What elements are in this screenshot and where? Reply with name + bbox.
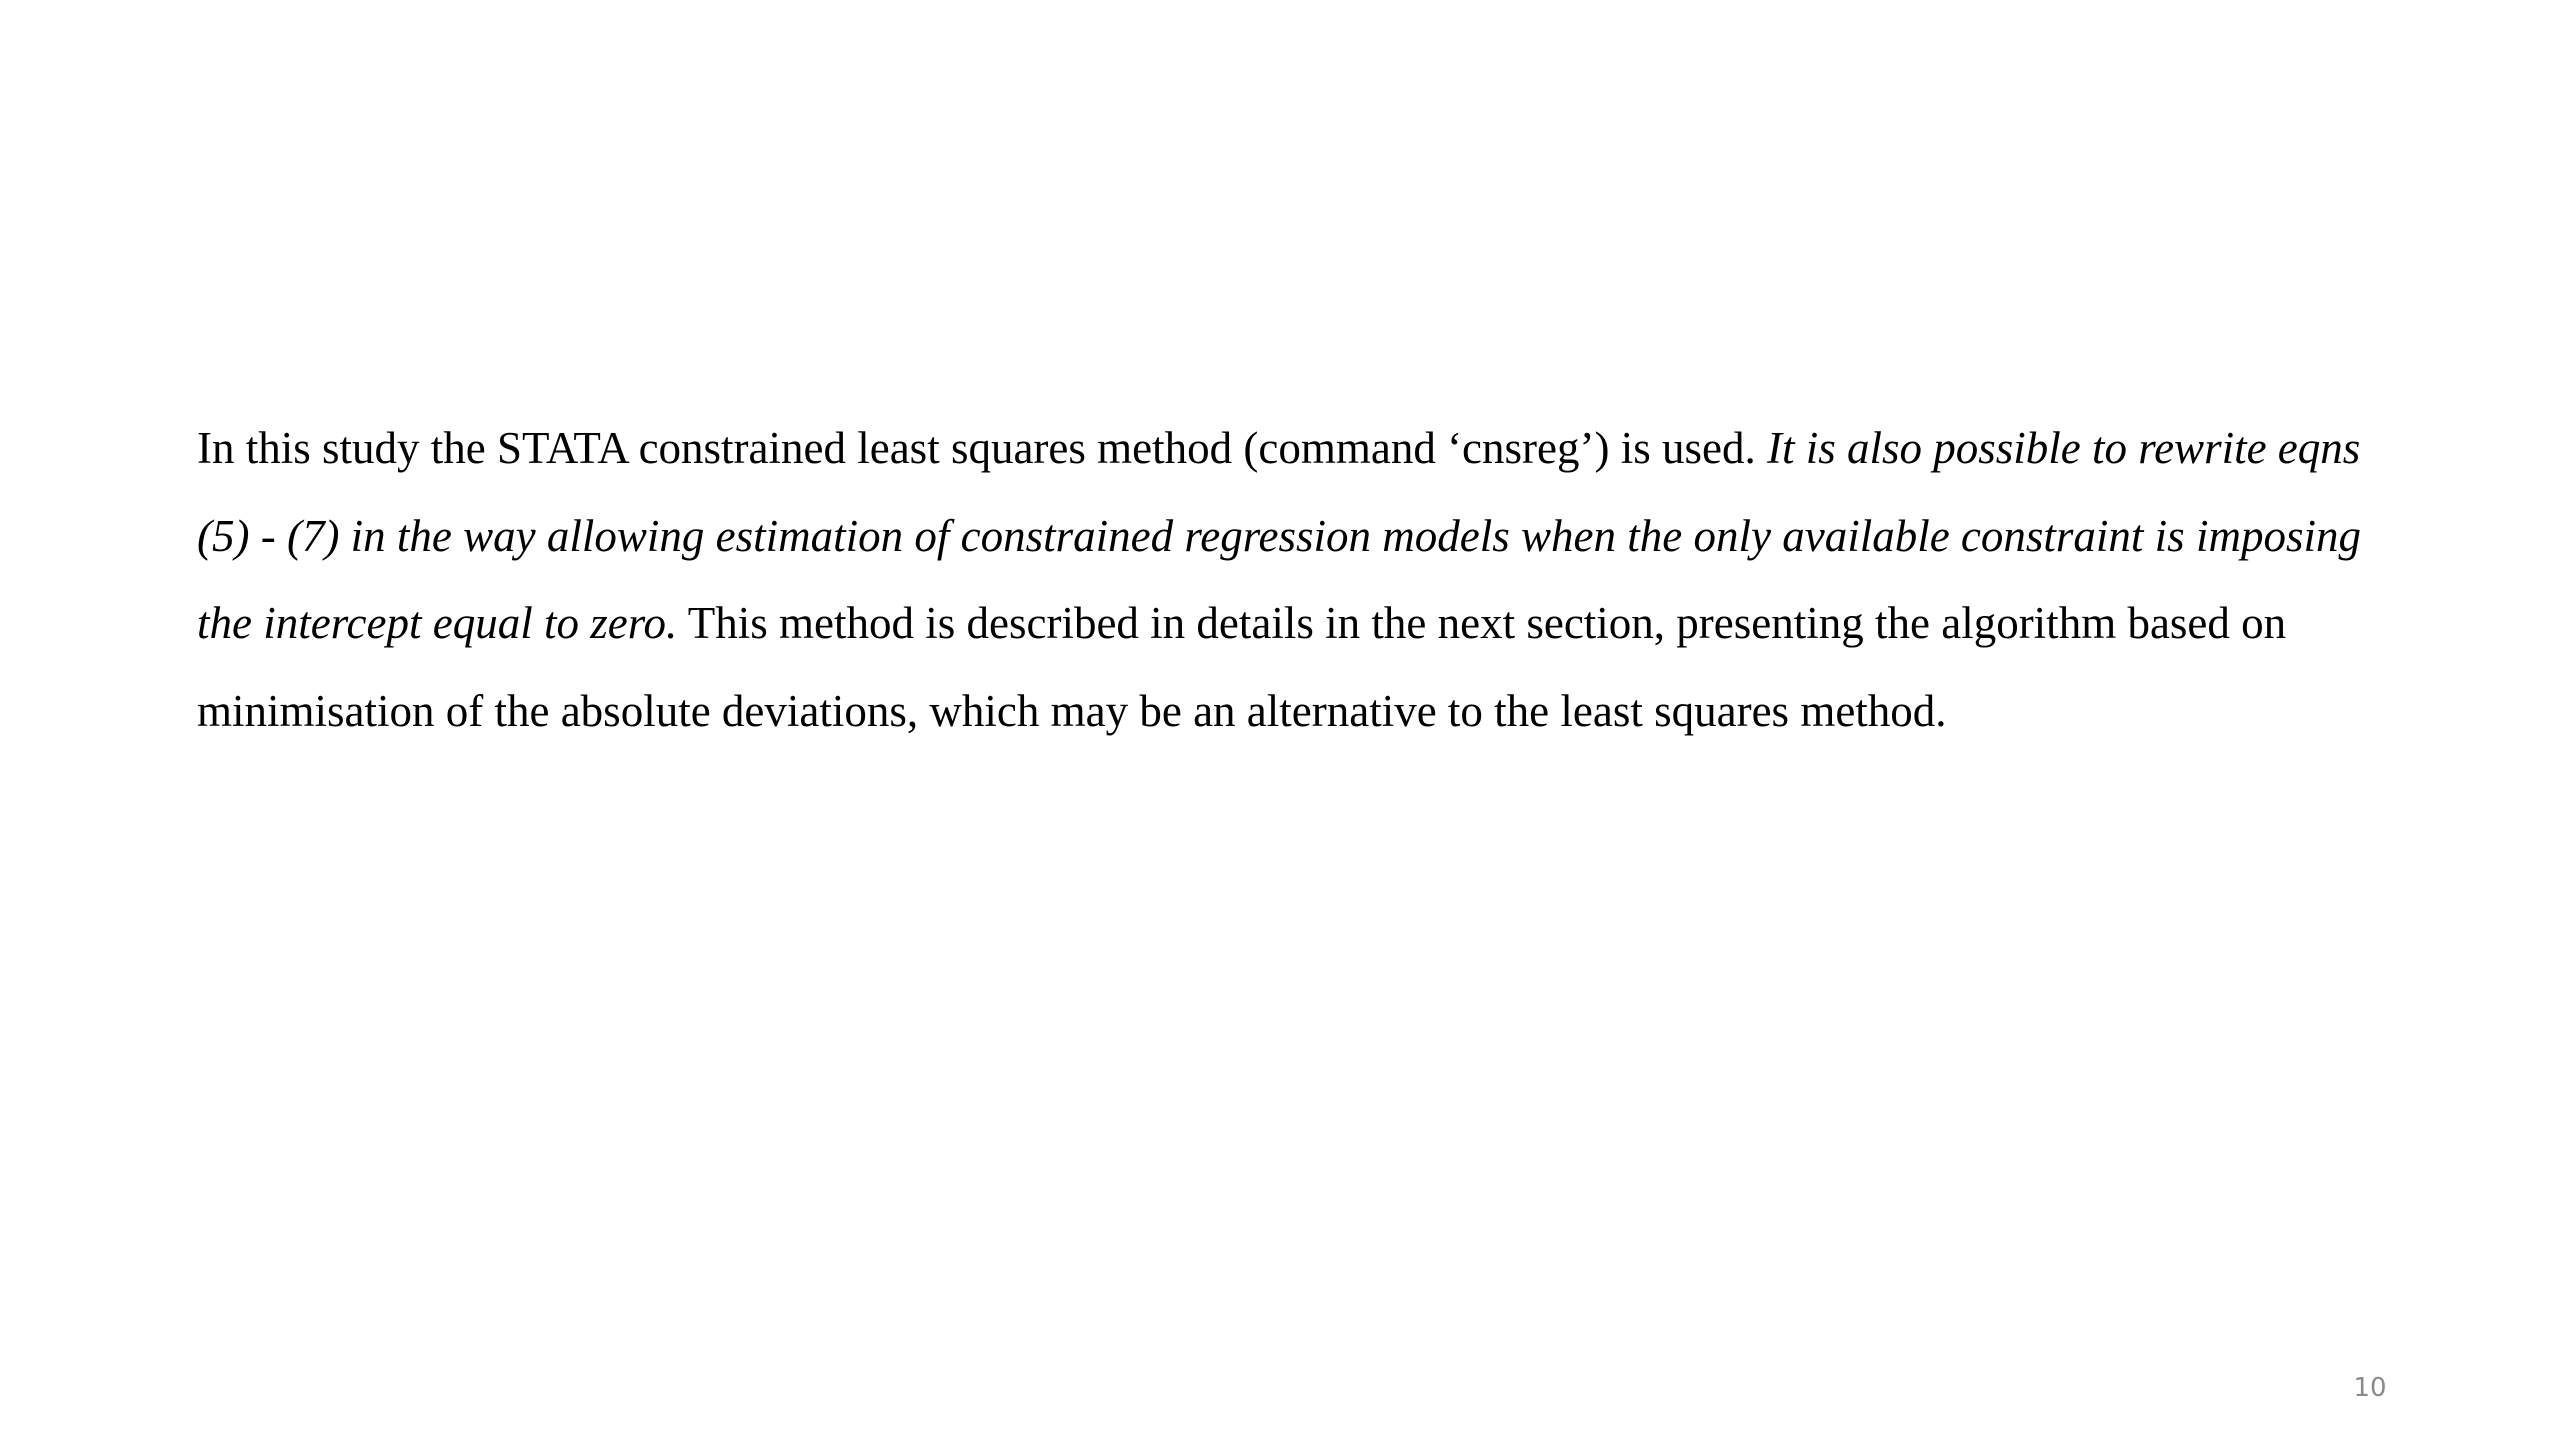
body-paragraph: [197, 405, 2407, 755]
page-number: 10: [2353, 1373, 2387, 1403]
paragraph-text-regular-2: This method is described in details in the next section, presenting the algorithm based on minimisation of the absolute deviations, which may be an alternative to the least squares method.: [197, 598, 2287, 736]
paragraph-text-italic: It is also possible to rewrite eqns (5) - (7) in the way allowing estimation of constrained regression models when the only available constraint is imposing the intercept equal to zero.: [197, 423, 2361, 648]
paragraph-text-regular-1: In this study the STATA constrained least squares method (command ‘cnsreg’) is used.: [197, 423, 1767, 473]
